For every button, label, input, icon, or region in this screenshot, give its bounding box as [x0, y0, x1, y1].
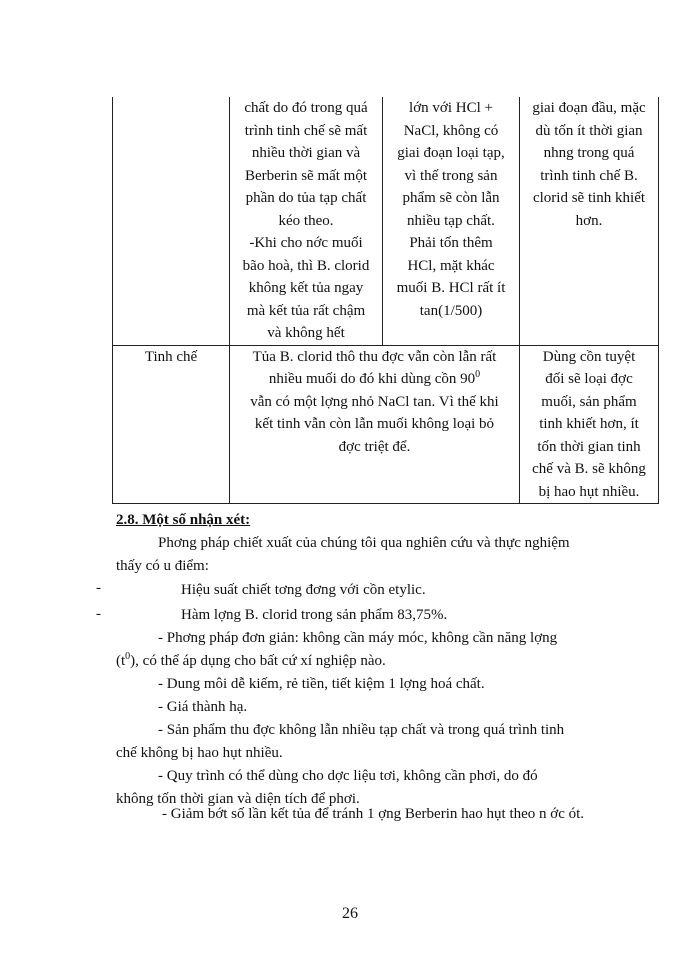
cell-line: Tủa B. clorid thô thu đợc vẫn còn lẫn rất	[252, 348, 497, 365]
text-run: ), có thể áp dụng cho bất cứ xí nghiệp nào.	[130, 653, 386, 669]
intro-line: Phơng pháp chiết xuất của chúng tôi qua nghiên cứu và thực nghiệm	[158, 535, 570, 551]
cell-line: chế và B. sẽ không	[532, 461, 646, 477]
cell-line: muối B. HCl rất ít	[396, 280, 506, 296]
cell-line: đối sẽ loại đợc	[545, 371, 633, 387]
cell-line: tốn thời gian tinh	[537, 438, 641, 455]
table-cell-empty	[113, 97, 230, 345]
cell-line: NaCl, không có	[403, 122, 499, 139]
cell-line: clorid sẽ tinh khiết	[532, 190, 646, 206]
table-cell	[230, 97, 383, 345]
cell-line: dù tốn ít thời gian	[535, 122, 643, 139]
cell-line: vì thế trong sản	[404, 167, 498, 184]
cell-line: chất do đó trong quá	[244, 100, 368, 116]
row-label-cell	[113, 345, 230, 504]
paragraph-line	[116, 653, 386, 670]
cell-line: bị hao hụt nhiều.	[538, 483, 640, 500]
cell-line: giai đoạn đầu, mặc	[532, 100, 646, 116]
intro-line: thấy có u điểm:	[116, 558, 209, 574]
table-cell-merged	[230, 345, 520, 504]
cell-line: tinh khiết hơn, ít	[539, 416, 639, 432]
cell-line: vẫn có một lợng nhỏ NaCl tan. Vì thế khi	[250, 393, 499, 410]
cell-line: phẩm sẽ còn lẫn	[402, 190, 500, 206]
paragraph-line: chế không bị hao hụt nhiều.	[116, 745, 283, 761]
superscript: 0	[125, 651, 131, 662]
superscript: 0	[475, 369, 481, 380]
cell-line: nhng trong quá	[543, 145, 635, 161]
cell-line: trình tinh chế B.	[540, 167, 638, 184]
table-cell	[520, 97, 659, 345]
cell-line: kéo theo.	[278, 212, 334, 229]
cell-line: Dùng cồn tuyệt	[542, 348, 636, 365]
table-cell	[383, 97, 520, 345]
text-run: (t	[116, 653, 126, 669]
paragraph-line: - Phơng pháp đơn giản: không cần máy móc, không cần năng lợng	[158, 630, 558, 646]
cell-line: đợc triệt để.	[338, 438, 411, 455]
cell-line: Phải tốn thêm	[409, 235, 493, 251]
cell-line: bão hoà, thì B. clorid	[242, 257, 370, 274]
paragraph-line: - Sản phẩm thu đợc không lẫn nhiều tạp chất và trong quá trình tinh	[158, 722, 565, 738]
bullet-item: Hiệu suất chiết tơng đơng với cồn etylic.	[181, 582, 426, 598]
cell-line: HCl, mặt khác	[407, 257, 495, 274]
paragraph-line: - Dung môi dễ kiếm, rẻ tiền, tiết kiệm 1 lợng hoá chất.	[158, 676, 485, 692]
table-cell	[520, 345, 659, 504]
bullet-mark: -	[96, 606, 101, 622]
cell-line: phần do tủa tạp chất	[245, 190, 367, 206]
paragraph-line: - Giảm bớt số lần kết tủa để tránh 1 ợng Berberin hao hụt theo n ớc ót.	[162, 806, 585, 822]
cell-line: mà kết tủa rất chậm	[246, 302, 366, 319]
cell-line: giai đoạn loại tạp,	[397, 145, 505, 161]
cell-line: -Khi cho nớc muối	[249, 235, 363, 251]
table-row	[113, 345, 659, 504]
cell-line: trình tinh chế sẽ mất	[244, 122, 368, 139]
paragraph-line: - Giá thành hạ.	[158, 699, 248, 715]
bullet-item: Hàm lợng B. clorid trong sản phẩm 83,75%.	[181, 607, 448, 623]
cell-line: Berberin sẽ mất một	[244, 167, 368, 184]
cell-text: nhiều muối do đó khi dùng cồn 90	[268, 371, 476, 387]
table-row	[113, 97, 659, 345]
cell-line: và không hết	[267, 325, 345, 341]
cell-line	[233, 368, 516, 391]
cell-line: nhiều thời gian và	[251, 145, 361, 161]
comparison-table	[112, 97, 659, 504]
cell-line: kết tinh vẫn còn lẫn muối không loại bỏ	[254, 416, 495, 432]
cell-line: tan(1/500)	[419, 302, 483, 319]
row-label: Tinh chế	[144, 348, 198, 365]
cell-line: nhiều tạp chất.	[407, 212, 495, 229]
page-number: 26	[342, 905, 358, 922]
cell-line: muối, sản phẩm	[541, 393, 637, 410]
cell-line: hơn.	[575, 212, 603, 229]
paragraph-line: - Quy trình có thể dùng cho dợc liệu tơi, không cần phơi, do đó	[158, 768, 538, 784]
section-heading: 2.8. Một số nhận xét:	[116, 512, 251, 528]
bullet-mark: -	[96, 580, 101, 596]
cell-line: không kết tủa ngay	[248, 280, 364, 296]
paragraph-line: không tốn thời gian và diện tích để phơi.	[116, 791, 360, 807]
cell-line: lớn với HCl +	[409, 100, 493, 116]
